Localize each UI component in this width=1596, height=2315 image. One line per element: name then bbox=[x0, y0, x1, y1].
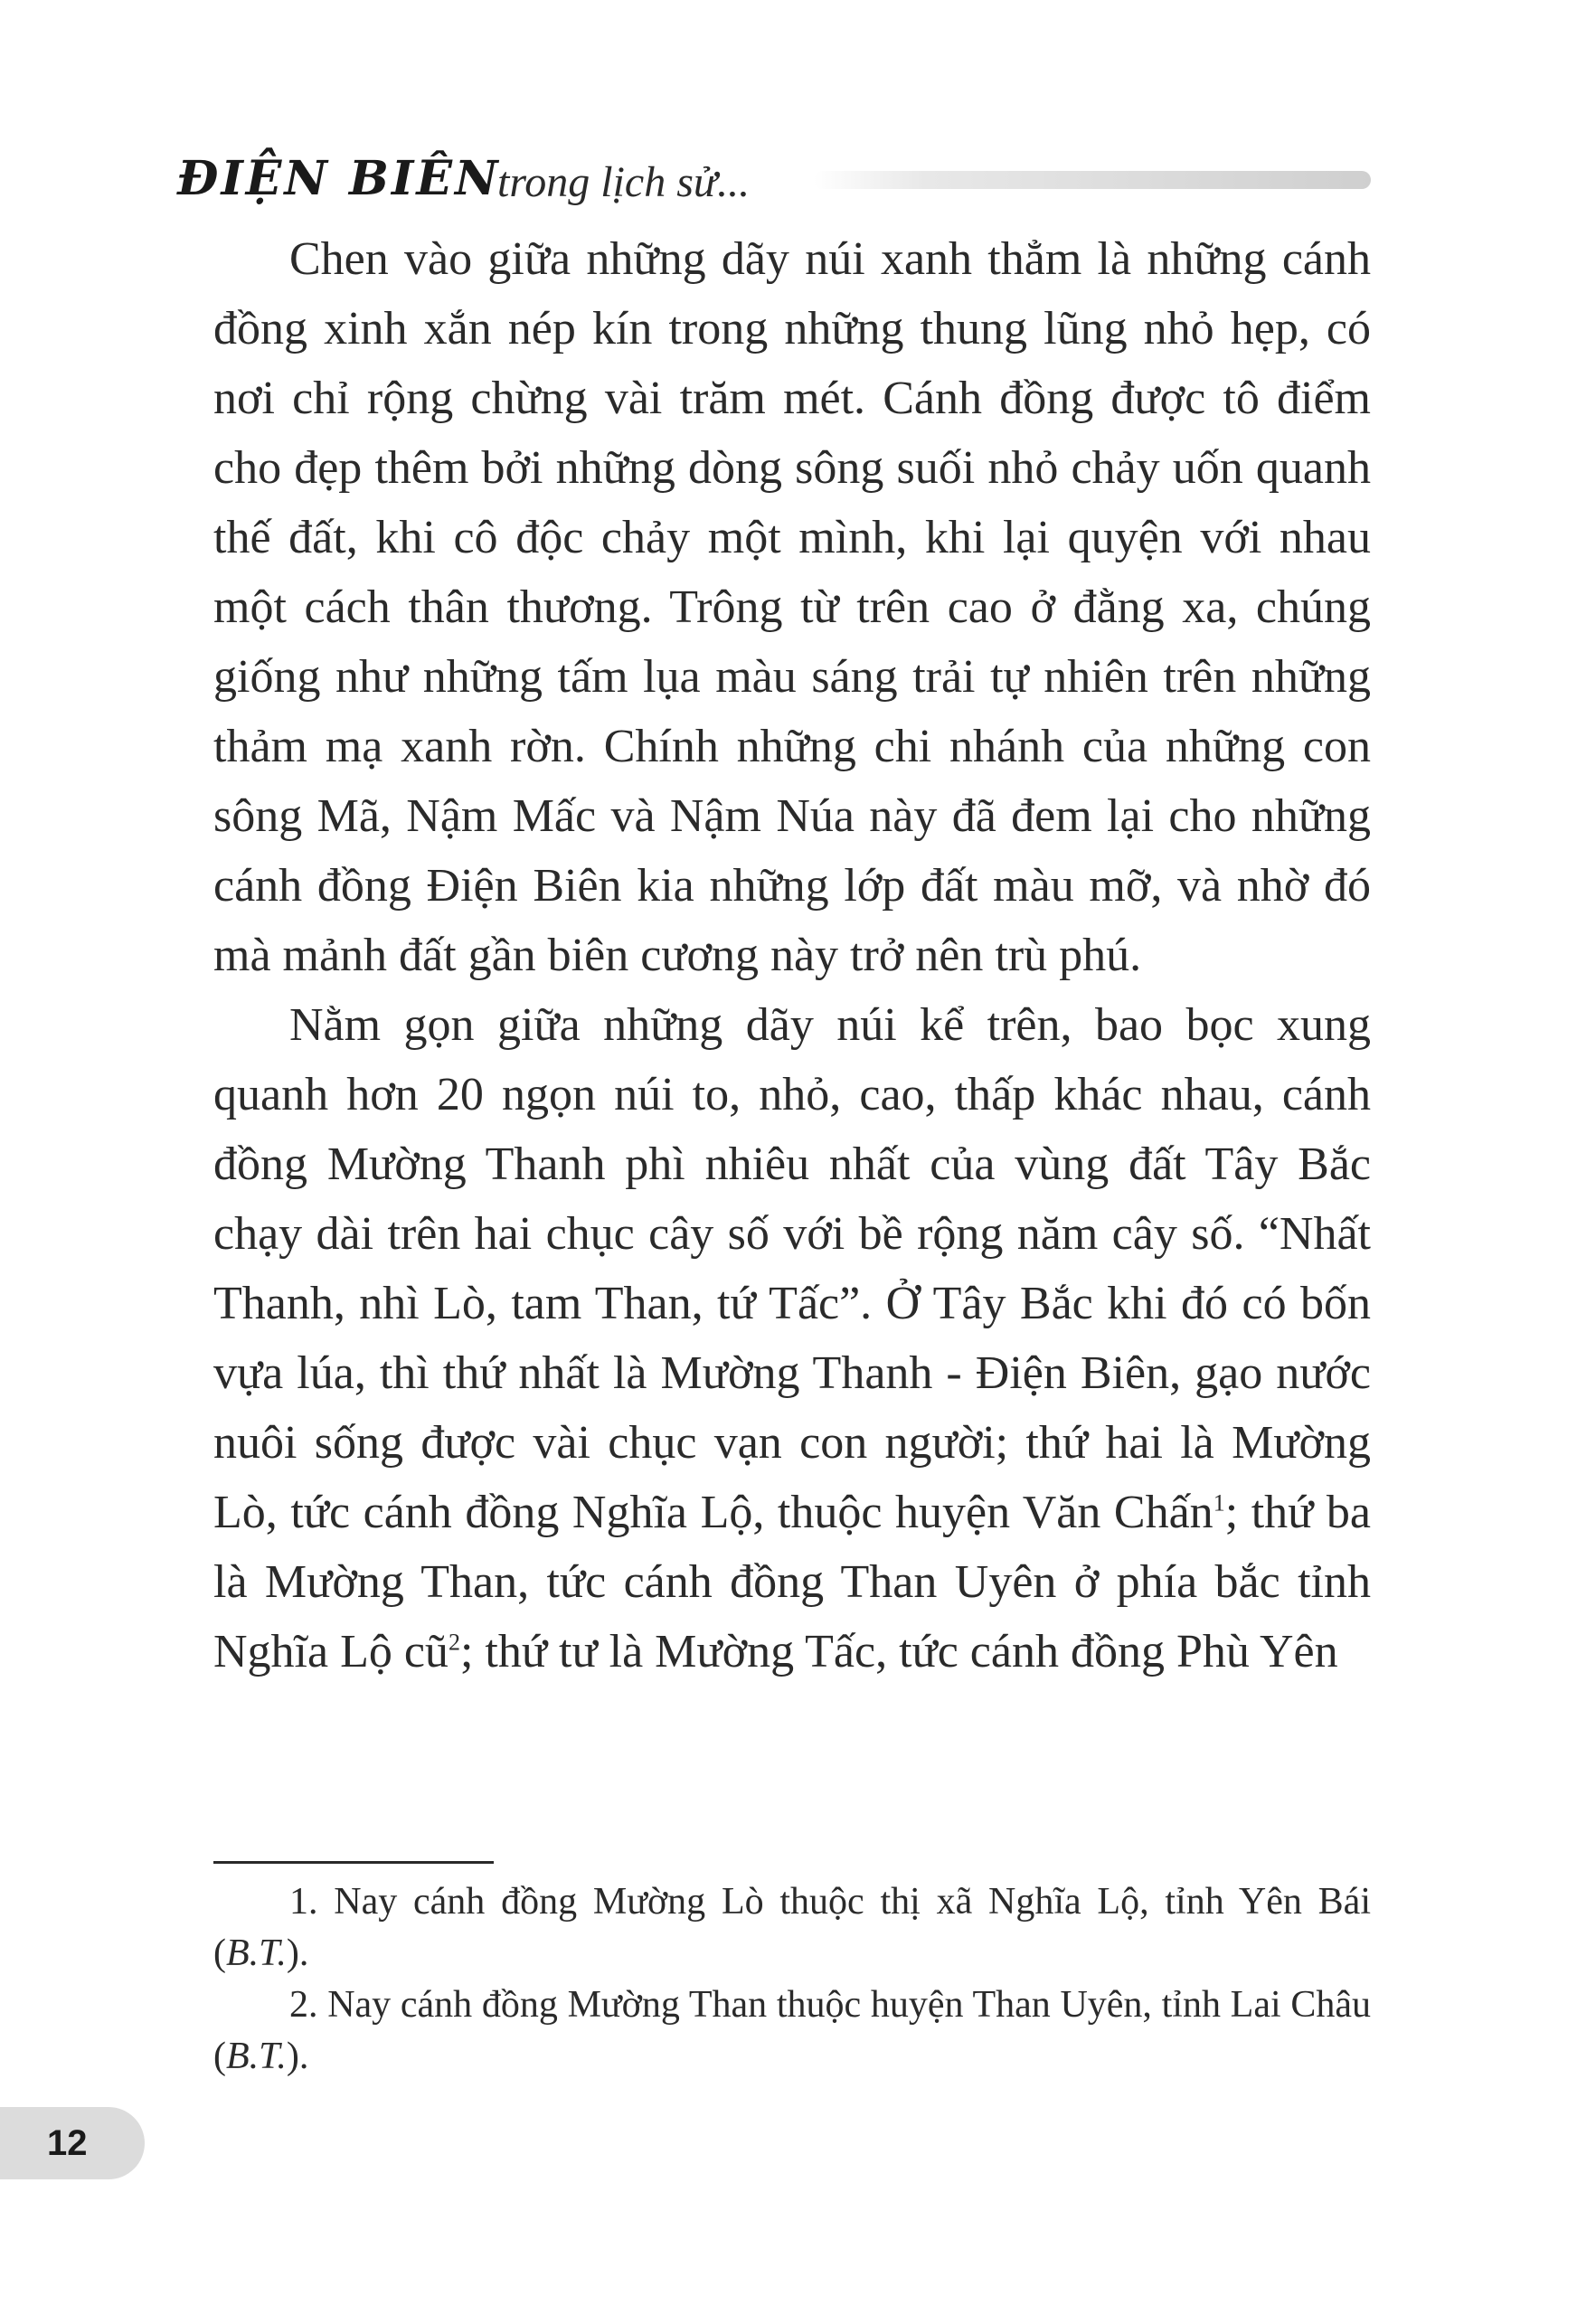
footnote-separator bbox=[213, 1861, 494, 1864]
footnote-1-end: ). bbox=[286, 1932, 309, 1974]
footnote-ref-1: 1 bbox=[1213, 1489, 1225, 1517]
footnote-2-end: ). bbox=[286, 2036, 309, 2077]
paragraph-2 bbox=[213, 990, 1371, 1687]
footnote-1-abbr: B.T. bbox=[226, 1932, 287, 1974]
paragraph-2-part-c: ; thứ tư là Mường Tấc, tức cánh đồng Phù Yên bbox=[459, 1626, 1338, 1677]
footnote-2-text: 2. Nay cánh đồng Mường Than thuộc huyện Than Uyên, tỉnh Lai Châu ( bbox=[213, 1984, 1371, 2077]
running-header bbox=[177, 143, 1371, 215]
header-decorative-bar bbox=[814, 171, 1371, 189]
footnote-1-text: 1. Nay cánh đồng Mường Lò thuộc thị xã Nghĩa Lộ, tỉnh Yên Bái ( bbox=[213, 1881, 1371, 1974]
paragraph-2-part-a: Nằm gọn giữa những dãy núi kể trên, bao bọc xung quanh hơn 20 ngọn núi to, nhỏ, cao, thấp khác nhau, cánh đồng Mường Thanh phì nhiêu nhất của vùng đất Tây Bắc chạy dài trên hai chục cây số với bề rộng năm cây số. “Nhất Thanh, nhì Lò, tam Than, tứ Tấc”. Ở Tây Bắc khi đó có bốn vựa lúa, thì thứ nhất là Mường Thanh - Điện Biên, gạo nước nuôi sống được vài chục vạn con người; thứ hai là Mường Lò, tức cánh đồng Nghĩa Lộ, thuộc huyện Văn Chấn bbox=[213, 999, 1371, 1538]
paragraph-1: Chen vào giữa những dãy núi xanh thẳm là những cánh đồng xinh xắn nép kín trong những thung lũng nhỏ hẹp, có nơi chỉ rộng chừng vài trăm mét. Cánh đồng được tô điểm cho đẹp thêm bởi những dòng sông suối nhỏ chảy uốn quanh thế đất, khi cô độc chảy một mình, khi lại quyện với nhau một cách thân thương. Trông từ trên cao ở đằng xa, chúng giống như những tấm lụa màu sáng trải tự nhiên trên những thảm mạ xanh rờn. Chính những chi nhánh của những con sông Mã, Nậm Mấc và Nậm Núa này đã đem lại cho những cánh đồng Điện Biên kia những lớp đất màu mỡ, và nhờ đó mà mảnh đất gần biên cương này trở nên trù phú. bbox=[213, 233, 1371, 981]
body-text bbox=[213, 224, 1371, 1687]
footnote-2-abbr: B.T. bbox=[226, 2036, 287, 2077]
footnote-2 bbox=[213, 1980, 1371, 2083]
footnotes bbox=[213, 1876, 1371, 2083]
footnote-1 bbox=[213, 1876, 1371, 1980]
header-title: ĐIỆN BIÊN bbox=[177, 151, 501, 206]
paragraph-2-part-b: ; thứ ba là Mường Than, tức cánh đồng Than Uyên ở phía bắc tỉnh Nghĩa Lộ cũ bbox=[213, 1487, 1371, 1677]
header-subtitle: trong lịch sử... bbox=[497, 158, 751, 206]
page-number: 12 bbox=[47, 2123, 88, 2163]
page-number-tab bbox=[0, 2107, 145, 2179]
footnote-ref-2: 2 bbox=[448, 1629, 460, 1656]
